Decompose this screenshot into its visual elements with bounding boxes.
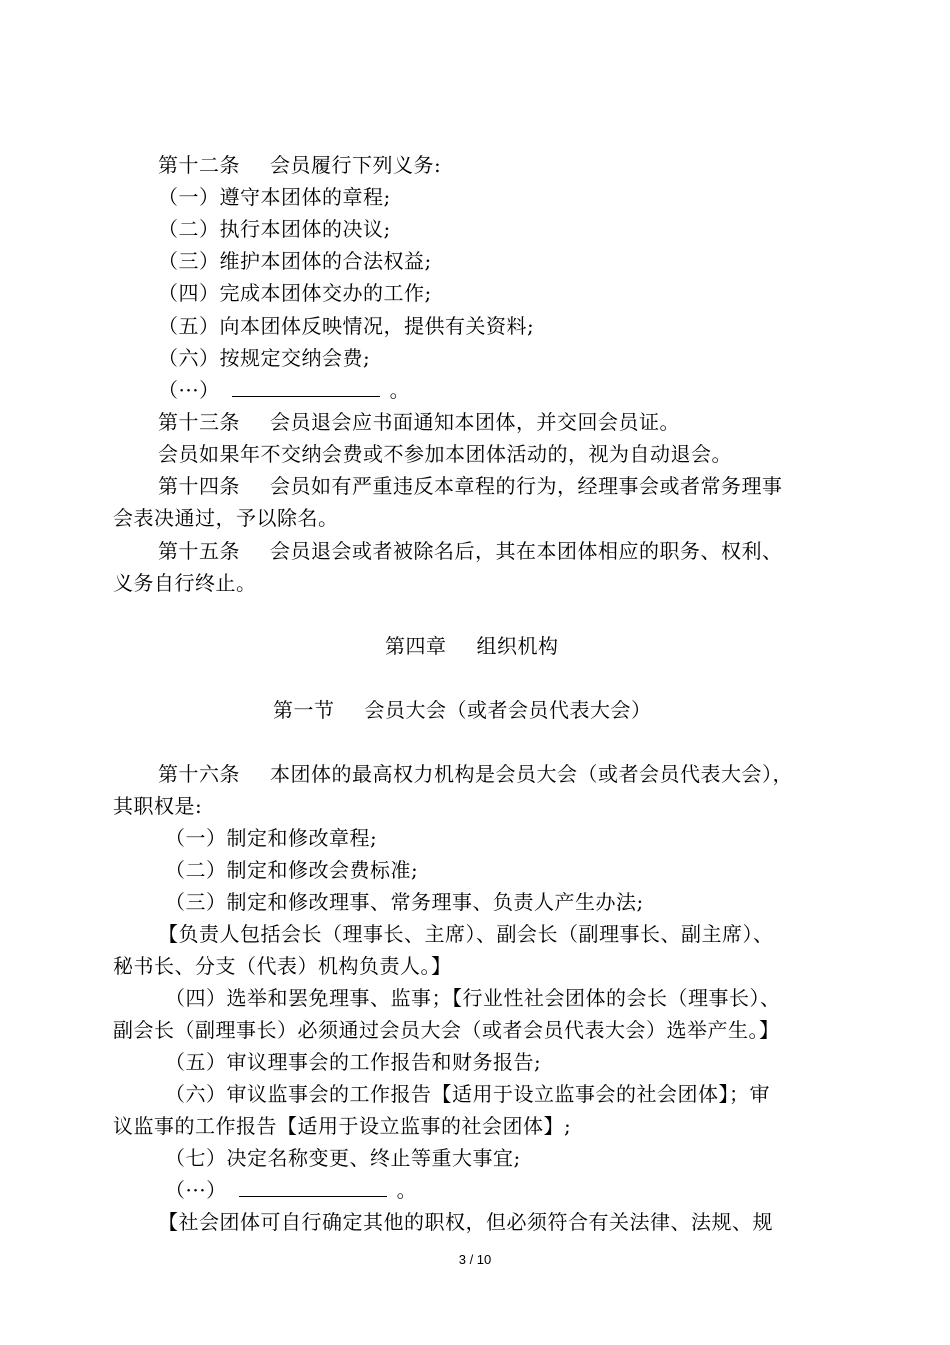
blank-suffix: 。 <box>389 378 411 402</box>
article-text: 会员退会应书面通知本团体，并交回会员证。 <box>270 410 680 434</box>
article-text: 本团体的最高权力机构是会员大会（或者会员代表大会）， <box>270 762 793 786</box>
article-16-heading <box>158 761 793 787</box>
page-number: 3 / 10 <box>458 1252 492 1267</box>
list-item: （三）制定和修改理事、常务理事、负责人产生办法; <box>165 890 644 914</box>
fill-in-blank-line <box>239 1178 387 1197</box>
chapter-title: 组织机构 <box>476 634 559 658</box>
blank-suffix: 。 <box>396 1178 418 1202</box>
paragraph-continuation: 义务自行终止。 <box>113 571 257 595</box>
paragraph-continuation: 会表决通过，予以除名。 <box>113 506 339 530</box>
list-item-blank <box>165 1177 417 1203</box>
list-item-blank <box>158 377 410 403</box>
article-13-heading <box>158 409 680 435</box>
section-title: 会员大会（或者会员代表大会） <box>364 698 652 722</box>
paragraph-continuation: 其职权是: <box>113 794 203 818</box>
list-item: （二）制定和修改会费标准; <box>165 858 419 882</box>
article-number: 第十六条 <box>158 762 240 786</box>
list-item: （四）选举和罢免理事、监事；【行业性社会团体的会长（理事长）、 <box>165 986 781 1010</box>
article-number: 第十四条 <box>158 474 240 498</box>
blank-prefix: （···） <box>165 1178 227 1202</box>
list-item-continuation: 副会长（副理事长）必须通过会员大会（或者会员代表大会）选举产生。】 <box>113 1018 780 1042</box>
paragraph: 会员如果年不交纳会费或不参加本团体活动的，视为自动退会。 <box>158 442 732 466</box>
article-14-heading <box>158 473 783 499</box>
article-text: 会员如有严重违反本章程的行为，经理事会或者常务理事 <box>270 474 783 498</box>
section-heading <box>273 697 652 723</box>
list-item: （七）决定名称变更、终止等重大事宜; <box>165 1146 521 1170</box>
list-item: （二）执行本团体的决议; <box>158 217 391 241</box>
list-item-continuation: 议监事的工作报告【适用于设立监事的社会团体】; <box>113 1114 572 1138</box>
chapter-heading <box>385 633 559 659</box>
article-number: 第十五条 <box>158 539 240 563</box>
list-item: （一）遵守本团体的章程; <box>158 185 391 209</box>
list-item: （五）向本团体反映情况，提供有关资料; <box>158 314 535 338</box>
list-item: （一）制定和修改章程; <box>165 826 378 850</box>
note-continuation: 秘书长、分支（代表）机构负责人。】 <box>113 954 452 978</box>
note: 【社会团体可自行确定其他的职权，但必须符合有关法律、法规、规 <box>158 1210 773 1234</box>
article-text: 会员履行下列义务: <box>270 153 442 177</box>
fill-in-blank-line <box>232 378 380 397</box>
article-15-heading <box>158 538 783 564</box>
article-text: 会员退会或者被除名后，其在本团体相应的职务、权利、 <box>270 539 783 563</box>
list-item: （六）按规定交纳会费; <box>158 346 371 370</box>
blank-prefix: （···） <box>158 378 220 402</box>
article-number: 第十三条 <box>158 410 240 434</box>
section-number: 第一节 <box>273 698 335 722</box>
list-item: （六）审议监事会的工作报告【适用于设立监事会的社会团体】；审 <box>165 1082 770 1106</box>
chapter-number: 第四章 <box>385 634 447 658</box>
list-item: （三）维护本团体的合法权益; <box>158 249 432 273</box>
note: 【负责人包括会长（理事长、主席）、副会长（副理事长、副主席）、 <box>158 922 774 946</box>
article-number: 第十二条 <box>158 153 240 177</box>
article-12-heading <box>158 152 441 178</box>
list-item: （四）完成本团体交办的工作; <box>158 281 432 305</box>
list-item: （五）审议理事会的工作报告和财务报告; <box>165 1050 542 1074</box>
